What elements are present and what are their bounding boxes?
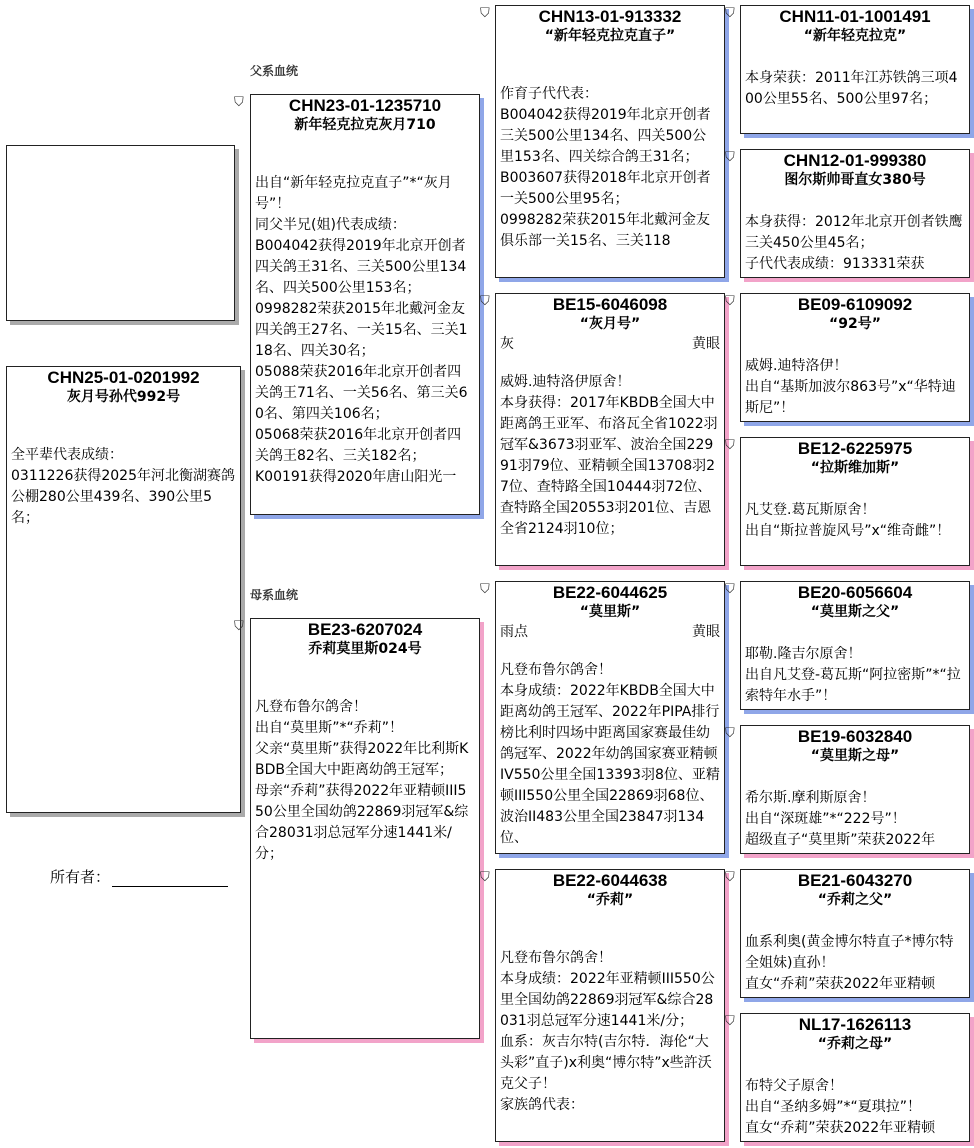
sds-card [740, 293, 970, 422]
sd-text: 威姆.迪特洛伊原舍！ 本身获得：2017年KBDB全国大中距离鸽王亚军、布洛瓦全省1022羽冠军&3673羽亚军、波治全国22991羽79位、亚精顿全国13708羽27位、查特路全国10444羽72位、查特路全国20553羽201位、吉恩全省2124羽10位； [500, 374, 718, 537]
sds-text: 威姆.迪特洛伊！ 出自“基斯加波尔863号”x“华特迪斯尼”！ [745, 358, 956, 416]
dsd-text: 希尔斯.摩利斯原舍！ 出自“深斑雄”*“222号”！ 超级直子“莫里斯”荣获2022年 [745, 790, 936, 848]
ds-name: “莫里斯” [579, 604, 641, 620]
dam-card [250, 618, 480, 1039]
dss-ring-icon: ⛉ [725, 582, 735, 597]
dam-ring-number: BE23-6207024 [307, 620, 423, 639]
ds-ring-number: BE22-6044625 [552, 583, 668, 602]
dds-ring-icon: ⛉ [725, 870, 735, 885]
ssd-card [740, 149, 970, 278]
dd-name: “乔莉” [586, 892, 634, 908]
sire-name: 新年轻克拉克灰月710 [294, 117, 436, 133]
dss-text: 耶勒.隆吉尔原舍！ 出自凡艾登-葛瓦斯“阿拉密斯”*“拉索特年水手”！ [745, 646, 961, 704]
subject-ring-number: CHN25-01-0201992 [47, 368, 200, 387]
ds-ring-icon: ⛉ [480, 582, 490, 597]
ds-color: 雨点 [500, 624, 528, 640]
dam-dam-card [495, 869, 725, 1142]
sire-ring-icon: ⛉ [234, 95, 244, 110]
sds-ring-icon: ⛉ [725, 294, 735, 309]
sdd-card [740, 437, 970, 566]
ss-ring-icon: ⛉ [480, 6, 490, 21]
dam-ring-icon: ⛉ [234, 619, 244, 634]
sdd-ring-number: BE12-6225975 [797, 439, 913, 458]
ddd-name: “乔莉之母” [817, 1036, 893, 1052]
photo-frame [6, 145, 235, 321]
sire-line-label: 父系血统 [250, 64, 299, 78]
dds-card [740, 869, 970, 998]
sss-card [740, 5, 970, 134]
ddd-text: 布特父子原舍！ 出自“圣纳多姆”*“夏琪拉”！ 直女“乔莉”荣获2022年亚精顿 [745, 1078, 936, 1136]
sd-ring-icon: ⛉ [480, 294, 490, 309]
subject-card [6, 366, 241, 813]
sdd-ring-icon: ⛉ [725, 438, 735, 453]
dss-card [740, 581, 970, 710]
dds-text: 血系利奥(黄金博尔特直子*博尔特全姐妹)直孙！ 直女“乔莉”荣获2022年亚精顿 [745, 934, 954, 992]
sss-ring-number: CHN11-01-1001491 [779, 7, 931, 26]
sire-sire-card [495, 5, 725, 278]
owner-label: 所有者： [50, 868, 111, 886]
sire-ring-number: CHN23-01-1235710 [288, 96, 442, 115]
ss-text: 作育子代代表： B004042获得2019年北京开创者三关500公里134名、四关500公里153名、四关综合鸽王31名； B003607获得2018年北京开创者一关500公里95名； 0998282荣获2015年北戴河金友俱乐部一关15名、三关118 [500, 86, 711, 249]
sds-name: “92号” [829, 316, 881, 332]
sd-eye: 黄眼 [692, 336, 720, 352]
dsd-name: “莫里斯之母” [810, 748, 900, 764]
subject-name: 灰月号孙代992号 [66, 389, 181, 405]
dam-sire-card [495, 581, 725, 854]
dd-ring-number: BE22-6044638 [552, 871, 668, 890]
dsd-ring-number: BE19-6032840 [797, 727, 913, 746]
sd-name: “灰月号” [579, 316, 641, 332]
ss-ring-number: CHN13-01-913332 [538, 7, 682, 26]
ssd-ring-icon: ⛉ [725, 150, 735, 165]
sd-color: 灰 [500, 336, 514, 352]
ssd-text: 本身获得：2012年北京开创者铁鹰三关450公里45名； 子代代表成绩：913331荣获 [745, 214, 963, 272]
subject-text: 全平辈代表成绩： 0311226获得2025年河北衡湖赛鸽公棚280公里439名、390公里5名； [11, 447, 235, 526]
ds-color-row [496, 622, 724, 642]
ss-name: “新年轻克拉克直子” [544, 28, 676, 44]
sss-ring-icon: ⛉ [725, 6, 735, 21]
dam-name: 乔莉莫里斯024号 [308, 641, 422, 657]
sss-name: “新年轻克拉克” [803, 28, 907, 44]
owner-field [50, 866, 228, 887]
sire-card [250, 94, 480, 515]
dam-line-label: 母系血统 [250, 588, 299, 602]
ssd-ring-number: CHN12-01-999380 [783, 151, 927, 170]
dsd-ring-icon: ⛉ [725, 726, 735, 741]
dam-text: 凡登布鲁尔鸽舍！ 出自“莫里斯”*“乔莉”！ 父亲“莫里斯”获得2022年比利斯KBDB全国大中距离幼鸽王冠军； 母亲“乔莉”获得2022年亚精顿III550公里全国幼鸽22869羽冠军&综合28031羽总冠军分速1441米/分； [255, 699, 469, 862]
dds-ring-number: BE21-6043270 [797, 871, 913, 890]
sds-ring-number: BE09-6109092 [797, 295, 913, 314]
sdd-text: 凡艾登.葛瓦斯原舍！ 出自“斯拉普旋风号”x“维奇雌”！ [745, 502, 951, 539]
dds-name: “乔莉之父” [817, 892, 893, 908]
dss-name: “莫里斯之父” [810, 604, 900, 620]
ssd-name: 图尔斯帅哥直女380号 [784, 172, 926, 188]
sd-color-row [496, 334, 724, 354]
ddd-ring-icon: ⛉ [725, 1014, 735, 1029]
dd-text: 凡登布鲁尔鸽舍！ 本身成绩：2022年亚精顿III550公里全国幼鸽22869羽冠军&综合28031羽总冠军分速1441米/分； 血系：灰吉尔特(吉尔特．海伦“大头彩”直子)x利奥“博尔特”x些許沃克父子！ 家族鸽代表： [500, 950, 715, 1113]
sss-text: 本身荣获：2011年江苏铁鸽三项400公里55名、500公里97名； [745, 70, 958, 107]
sire-text: 出自“新年轻克拉克直子”*“灰月号”！ 同父半兄(姐)代表成绩： B004042获得2019年北京开创者四关鸽王31名、三关500公里134名、四关500公里153名； 0998282荣获2015年北戴河金友四关鸽王27名、一关15名、三关118名、四关30名； 05088荣获2016年北京开创者四关鸽王71名、一关56名、第三关60名、第四关106名； 05068荣获2016年北京开创者四关鸽王82名、三关182名； K00191获得2020年唐山阳光一 [255, 175, 468, 485]
ds-text: 凡登布鲁尔鸽舍！ 本身成绩：2022年KBDB全国大中距离幼鸽王冠军、2022年PIPA排行榜比利时四场中距离国家赛最佳幼鸽冠军、2022年幼鸽国家赛亚精顿IV550公里全国13393羽8位、亚精顿III550公里全国22869羽68位、波治II483公里全国23847羽134位、 [500, 662, 720, 846]
sd-ring-number: BE15-6046098 [552, 295, 668, 314]
ds-eye: 黄眼 [692, 624, 720, 640]
ddd-card [740, 1013, 970, 1142]
sdd-name: “拉斯维加斯” [810, 460, 900, 476]
sire-dam-card [495, 293, 725, 566]
owner-line[interactable] [112, 871, 228, 887]
ddd-ring-number: NL17-1626113 [798, 1015, 912, 1034]
dss-ring-number: BE20-6056604 [797, 583, 913, 602]
dd-ring-icon: ⛉ [480, 870, 490, 885]
dsd-card [740, 725, 970, 854]
